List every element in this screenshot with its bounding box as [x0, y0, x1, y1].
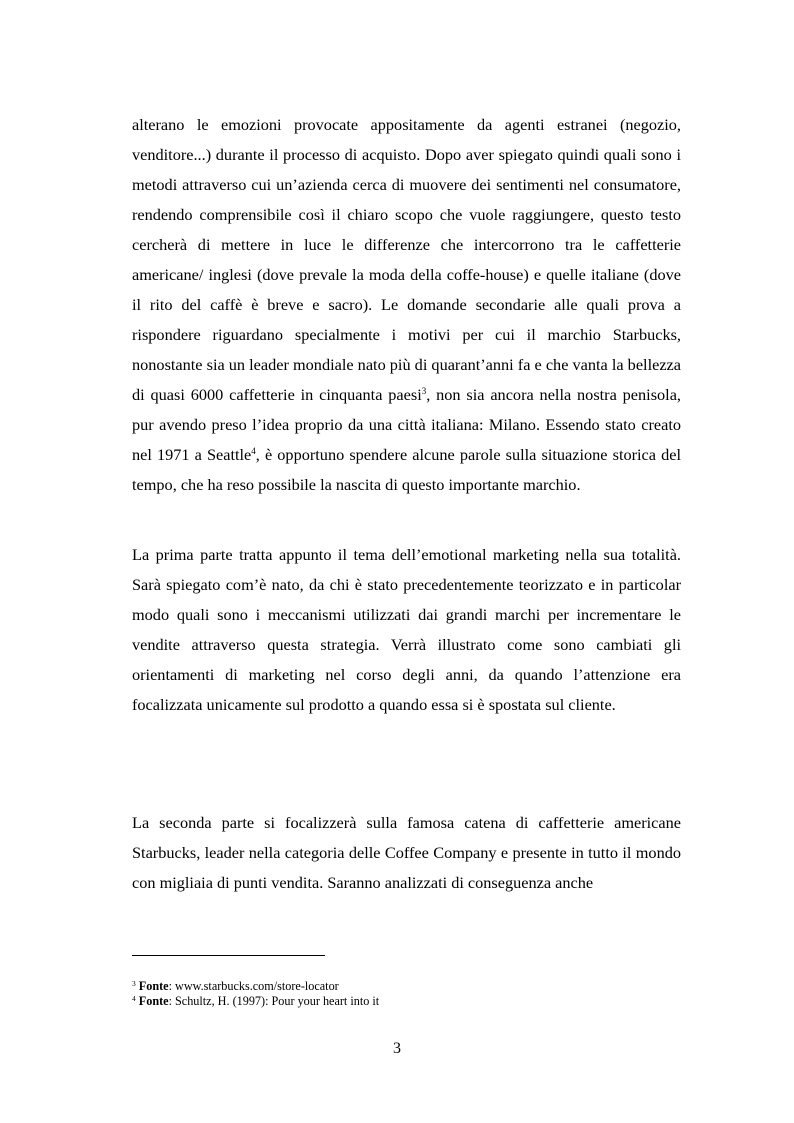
footnote-separator — [132, 955, 325, 956]
paragraph-text: , è opportuno spendere alcune parole sulla situazione storica del tempo, che ha reso possibile la nascita di questo importante marchio. — [132, 445, 681, 494]
footnote-label: Fonte — [138, 979, 169, 993]
footnote-label: Fonte — [138, 994, 169, 1008]
footnote-3 — [132, 979, 339, 993]
body-paragraph-3: La seconda parte si focalizzerà sulla famosa catena di caffetterie americane Starbucks, leader nella categoria delle Coffee Company e presente in tutto il mondo con migliaia di punti vendita. Saranno analizzati di conseguenza anche — [132, 813, 681, 892]
page-number: 3 — [393, 1040, 401, 1057]
body-paragraph-1 — [132, 110, 681, 500]
footnote-text: : www.starbucks.com/store-locator — [168, 979, 339, 993]
body-paragraph-2: La prima parte tratta appunto il tema dell’emotional marketing nella sua totalità. Sarà spiegato com’è nato, da chi è stato precedentemente teorizzato e in particolar modo quali sono i meccanismi utilizzati dai grandi marchi per incrementare le vendite attraverso questa strategia. Verrà illustrato come sono cambiati gli orientamenti di marketing nel corso degli anni, da quando l’attenzione era focalizzata unicamente sul prodotto a quando essa si è spostata sul cliente. — [132, 545, 681, 714]
footnote-number: 4 — [132, 994, 136, 1003]
paragraph-text: , non sia ancora nella nostra penisola, pur avendo preso l’idea proprio da una città italiana: Milano. Essendo stato creato nel 1971 a Seattle — [132, 385, 681, 464]
footnote-ref-4: 4 — [251, 446, 256, 456]
footnote-text: : Schultz, H. (1997): Pour your heart into it — [168, 994, 380, 1008]
footnote-4 — [132, 994, 379, 1008]
footnote-ref-3: 3 — [421, 386, 427, 396]
paragraph-text: alterano le emozioni provocate appositamente da agenti estranei (negozio, venditore...) durante il processo di acquisto. Dopo aver spiegato quindi quali sono i metodi attraverso cui un’azienda cerca di muovere dei sentimenti nel consumatore, rendendo comprensibile così il chiaro scopo che vuole raggiungere, questo testo cercherà di mettere in luce le differenze che intercorrono tra le caffetterie americane/ inglesi (dove prevale la moda della coffe-house) e quelle italiane (dove il rito del caffè è breve e sacro). Le domande secondarie alle quali prova a rispondere riguardano specialmente i motivi per cui il marchio Starbucks, nonostante sia un leader mondiale nato più di quarant’anni fa e che vanta la bellezza di quasi 6000 caffetterie in cinquanta paesi — [132, 115, 681, 404]
footnote-number: 3 — [132, 979, 136, 988]
